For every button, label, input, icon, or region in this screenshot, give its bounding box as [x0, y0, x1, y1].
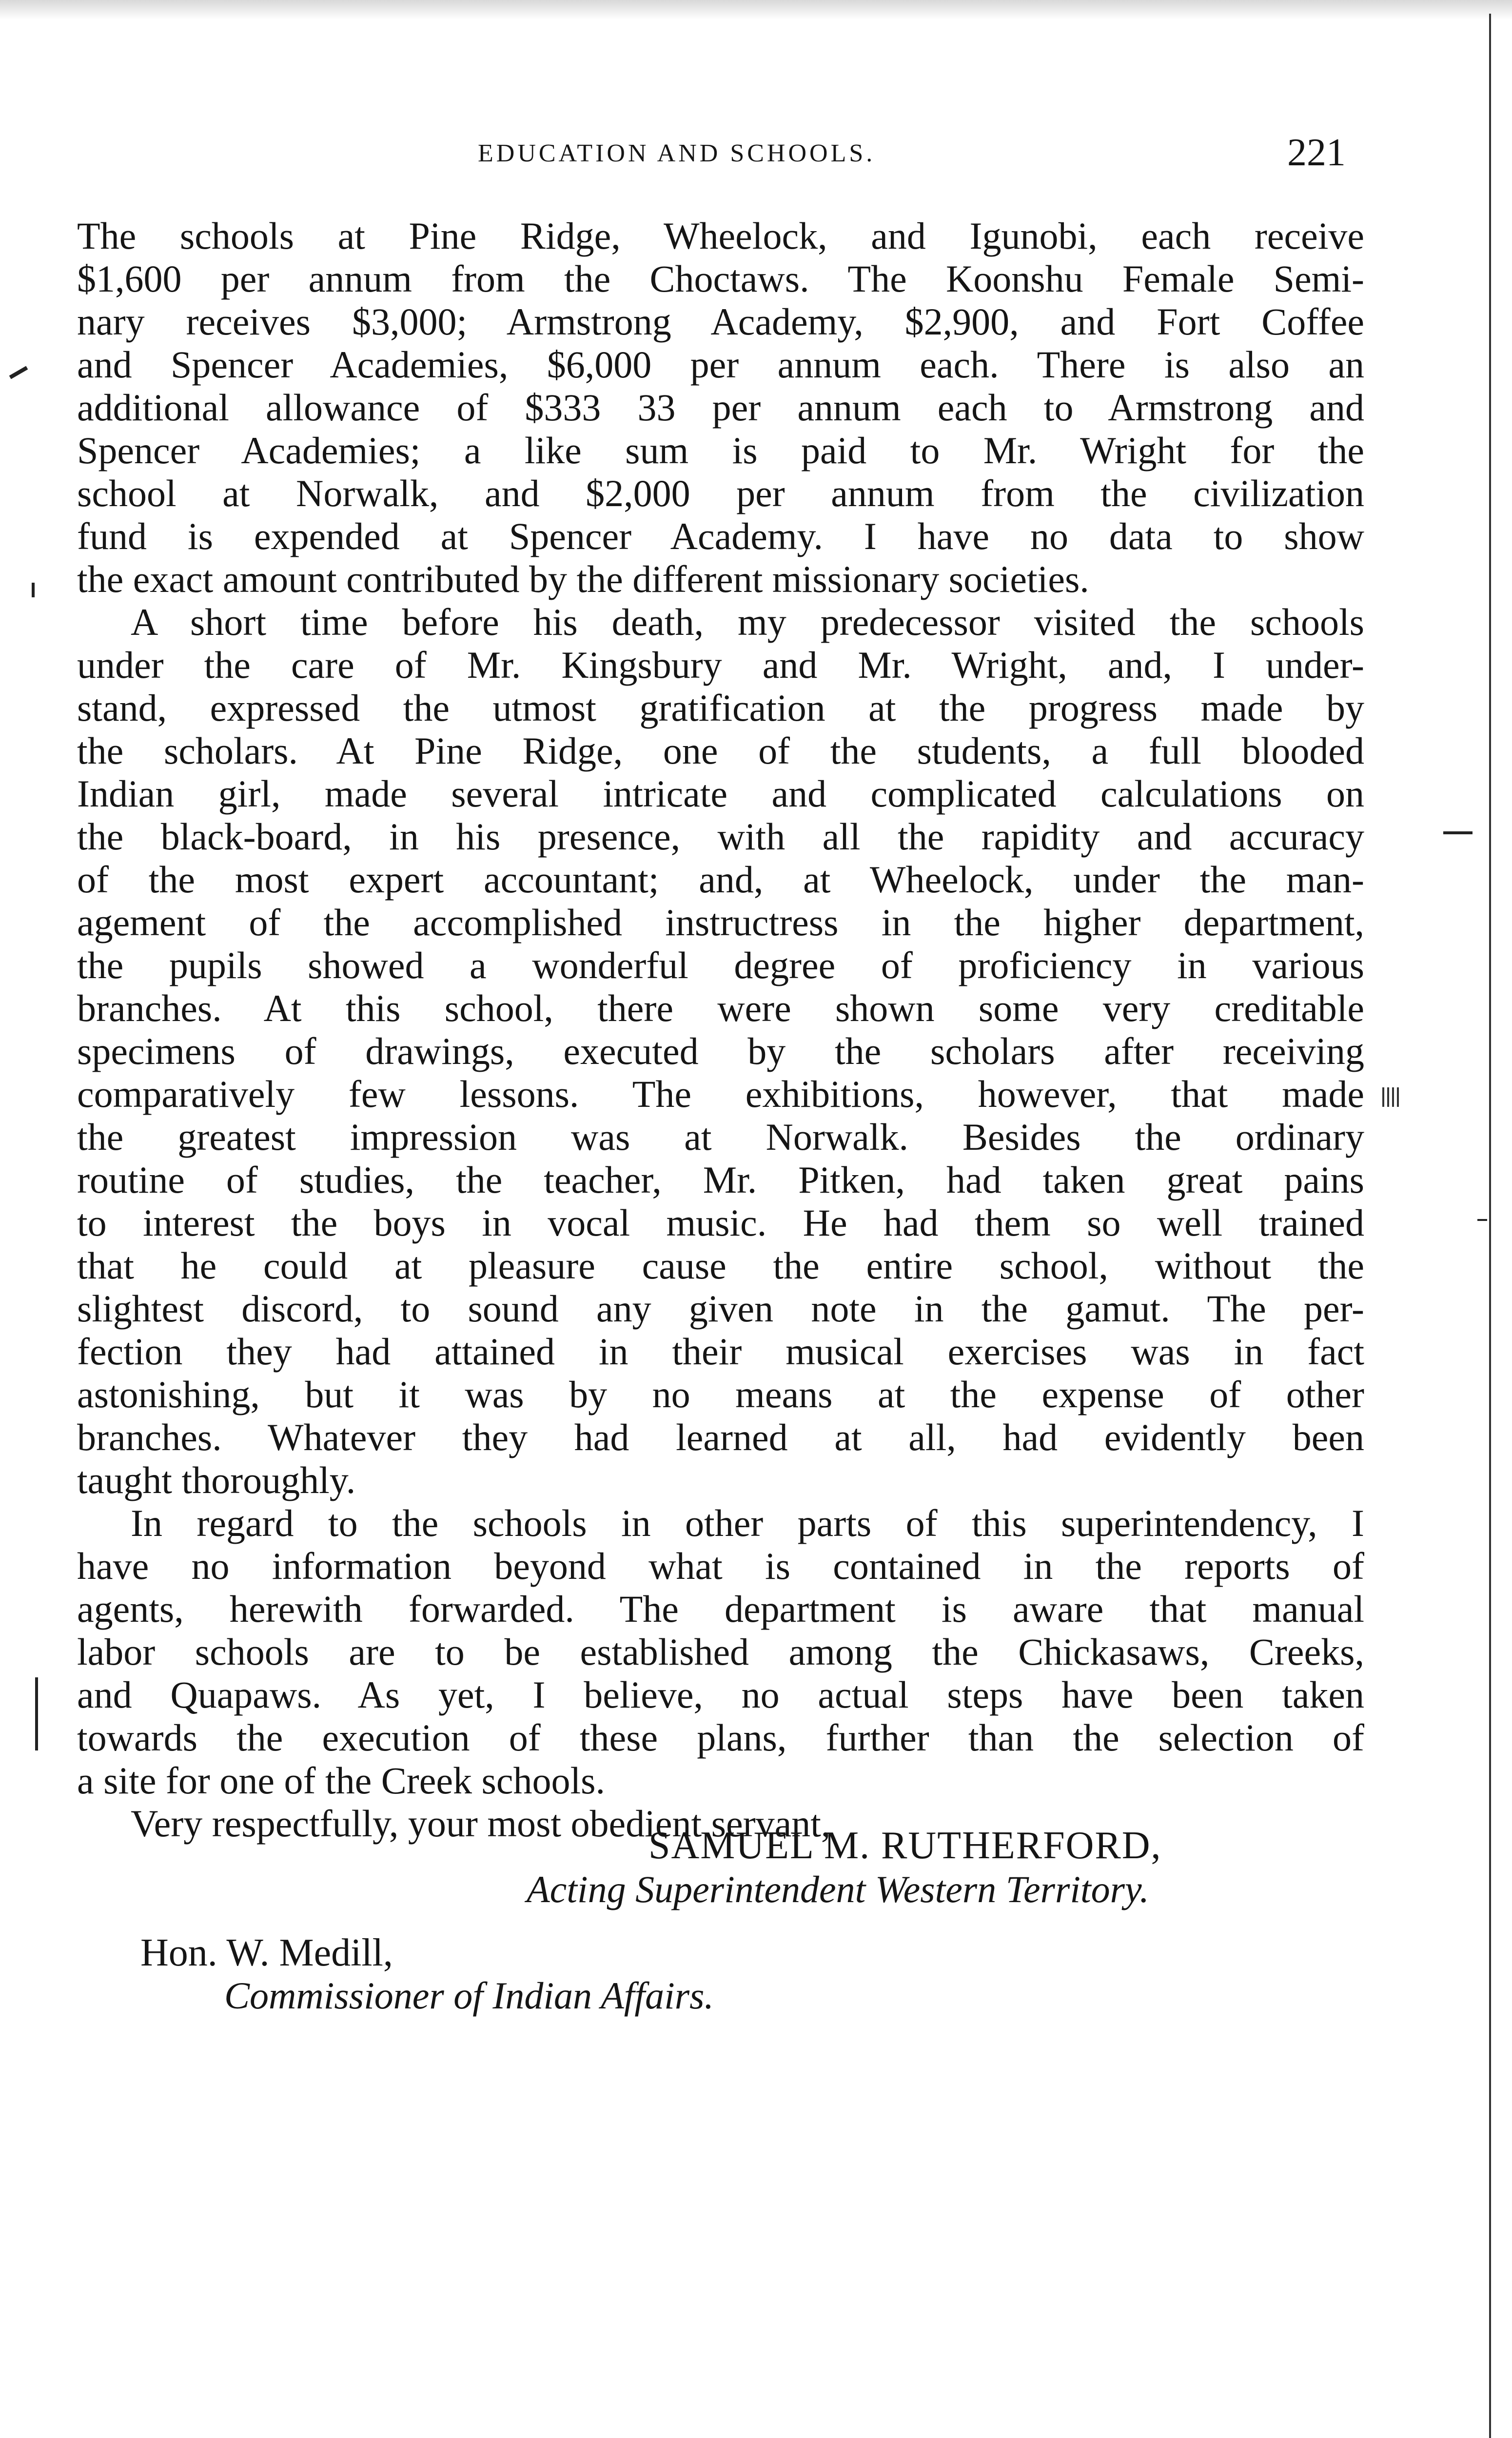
- text-line: that he could at pleasure cause the entire school, without the: [77, 1244, 1364, 1287]
- text-line: branches. At this school, there were shown some very creditable: [77, 987, 1364, 1029]
- text-line: slightest discord, to sound any given note in the gamut. The per-: [77, 1287, 1364, 1330]
- text-line: the pupils showed a wonderful degree of proficiency in various: [77, 944, 1364, 986]
- signature-title: Acting Superintendent Western Territory.: [527, 1868, 1149, 1910]
- addressee-name: Hon. W. Medill,: [140, 1931, 393, 1974]
- text-line: The schools at Pine Ridge, Wheelock, and Igunobi, each receive: [77, 215, 1364, 257]
- text-line: additional allowance of $333 33 per annum each to Armstrong and: [77, 386, 1364, 429]
- text-line: the exact amount contributed by the different missionary societies.: [77, 558, 1089, 600]
- text-line: A short time before his death, my predecessor visited the schools: [131, 601, 1364, 643]
- text-line: towards the execution of these plans, further than the selection of: [77, 1716, 1364, 1759]
- margin-mark: [1477, 1219, 1487, 1221]
- text-line: labor schools are to be established among the Chickasaws, Creeks,: [77, 1631, 1364, 1673]
- signature-name: SAMUEL M. RUTHERFORD,: [648, 1824, 1162, 1867]
- text-line: branches. Whatever they had learned at all, had evidently been: [77, 1416, 1364, 1458]
- text-line: routine of studies, the teacher, Mr. Pitken, had taken great pains: [77, 1159, 1364, 1201]
- text-line: comparatively few lessons. The exhibitions, however, that made: [77, 1073, 1364, 1115]
- text-line: In regard to the schools in other parts of this superintendency, I: [131, 1502, 1364, 1544]
- margin-mark: [1382, 1087, 1402, 1107]
- page-number: 221: [1287, 131, 1346, 174]
- text-line: taught thoroughly.: [77, 1459, 356, 1501]
- text-line: specimens of drawings, executed by the scholars after receiving: [77, 1030, 1364, 1072]
- text-line: the greatest impression was at Norwalk. Besides the ordinary: [77, 1116, 1364, 1158]
- text-line: under the care of Mr. Kingsbury and Mr. Wright, and, I under-: [77, 644, 1364, 686]
- text-line: fund is expended at Spencer Academy. I have no data to show: [77, 515, 1364, 557]
- text-line: and Spencer Academies, $6,000 per annum each. There is also an: [77, 343, 1364, 386]
- text-line: to interest the boys in vocal music. He had them so well trained: [77, 1201, 1364, 1244]
- text-line: astonishing, but it was by no means at the expense of other: [77, 1373, 1364, 1416]
- body-text: [77, 215, 1364, 1845]
- text-line: Spencer Academies; a like sum is paid to Mr. Wright for the: [77, 429, 1364, 472]
- text-line: agement of the accomplished instructress in the higher department,: [77, 901, 1364, 944]
- addressee-title: Commissioner of Indian Affairs.: [224, 1974, 714, 2017]
- margin-mark: [1443, 831, 1473, 834]
- text-line: school at Norwalk, and $2,000 per annum from the civilization: [77, 472, 1364, 514]
- text-line: fection they had attained in their musical exercises was in fact: [77, 1330, 1364, 1373]
- text-line: agents, herewith forwarded. The department is aware that manual: [77, 1588, 1364, 1630]
- text-line: $1,600 per annum from the Choctaws. The Koonshu Female Semi-: [77, 257, 1364, 300]
- text-line: stand, expressed the utmost gratification at the progress made by: [77, 687, 1364, 729]
- text-line: a site for one of the Creek schools.: [77, 1759, 606, 1802]
- text-line: and Quapaws. As yet, I believe, no actual steps have been taken: [77, 1673, 1364, 1716]
- text-line: the scholars. At Pine Ridge, one of the students, a full blooded: [77, 729, 1364, 772]
- text-line: have no information beyond what is contained in the reports of: [77, 1545, 1364, 1587]
- margin-mark: [35, 1677, 38, 1750]
- running-head: EDUCATION AND SCHOOLS.: [478, 139, 876, 167]
- text-line: nary receives $3,000; Armstrong Academy, $2,900, and Fort Coffee: [77, 300, 1364, 343]
- text-line: Indian girl, made several intricate and complicated calculations on: [77, 772, 1364, 815]
- margin-mark: [32, 583, 35, 597]
- text-line: the black-board, in his presence, with all the rapidity and accuracy: [77, 815, 1364, 858]
- text-line: of the most expert accountant; and, at Wheelock, under the man-: [77, 858, 1364, 901]
- closing-line: Very respectfully, your most obedient servant,: [131, 1802, 831, 1845]
